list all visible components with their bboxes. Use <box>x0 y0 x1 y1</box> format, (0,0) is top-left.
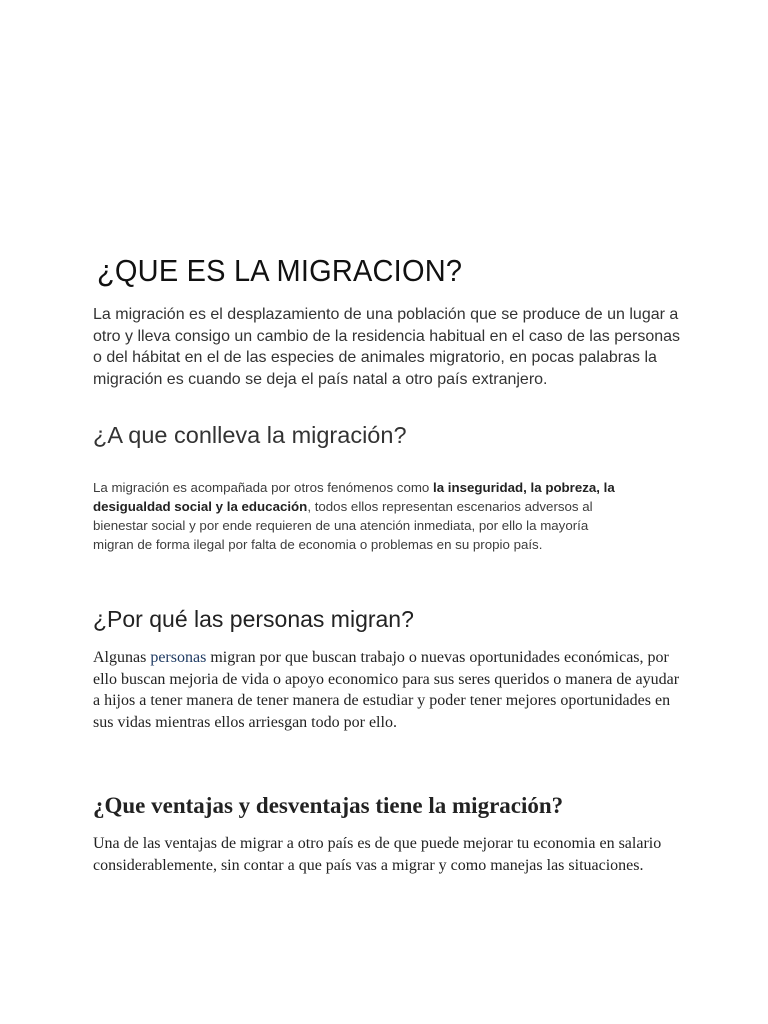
definition-paragraph: La migración es el desplazamiento de una población que se produce de un lugar a otro y lleva consigo un cambio de la residencia habitual en el caso de las personas o del hábitat en el de las especies de animales migratorio, en pocas palabras la migración es cuando se deja el país natal a otro país extranjero. <box>93 306 681 388</box>
reasons-text-rest: migran por que buscan trabajo o nuevas oportunidades económicas, por ello buscan mejoria de vida o apoyo economico para sus seres queridos o manera de ayudar a hijos a tener manera de tener manera de estudiar y poder tener mejores oportunidades en sus vidas mientras ellos arriesgan todo por ello. <box>93 649 680 731</box>
reasons-accent-word: personas <box>150 649 207 666</box>
pros-cons-heading: ¿Que ventajas y desventajas tiene la migración? <box>93 793 564 818</box>
pros-cons-paragraph: Una de las ventajas de migrar a otro país es de que puede mejorar tu economia en salario considerablemente, sin contar a que país vas a migrar y como manejas las situaciones. <box>93 835 662 874</box>
consequences-heading: ¿A que conlleva la migración? <box>93 422 407 448</box>
consequences-text-end: , todos ellos representan escenarios adversos al bienestar social y por ende requieren de una atención inmediata, por ello la mayoría migran de forma ilegal por falta de economia o problemas en su propio país. <box>93 499 593 552</box>
page-title: ¿QUE ES LA MIGRACION? <box>97 255 463 289</box>
reasons-paragraph <box>93 647 683 733</box>
consequences-bold-text: la inseguridad, la pobreza, la desigualdad social y la educación <box>93 480 615 514</box>
consequences-paragraph <box>93 478 628 554</box>
reasons-text-start: Algunas <box>93 649 151 666</box>
consequences-text-start: La migración es acompañada por otros fenómenos como <box>93 480 433 495</box>
reasons-heading: ¿Por qué las personas migran? <box>93 606 414 632</box>
